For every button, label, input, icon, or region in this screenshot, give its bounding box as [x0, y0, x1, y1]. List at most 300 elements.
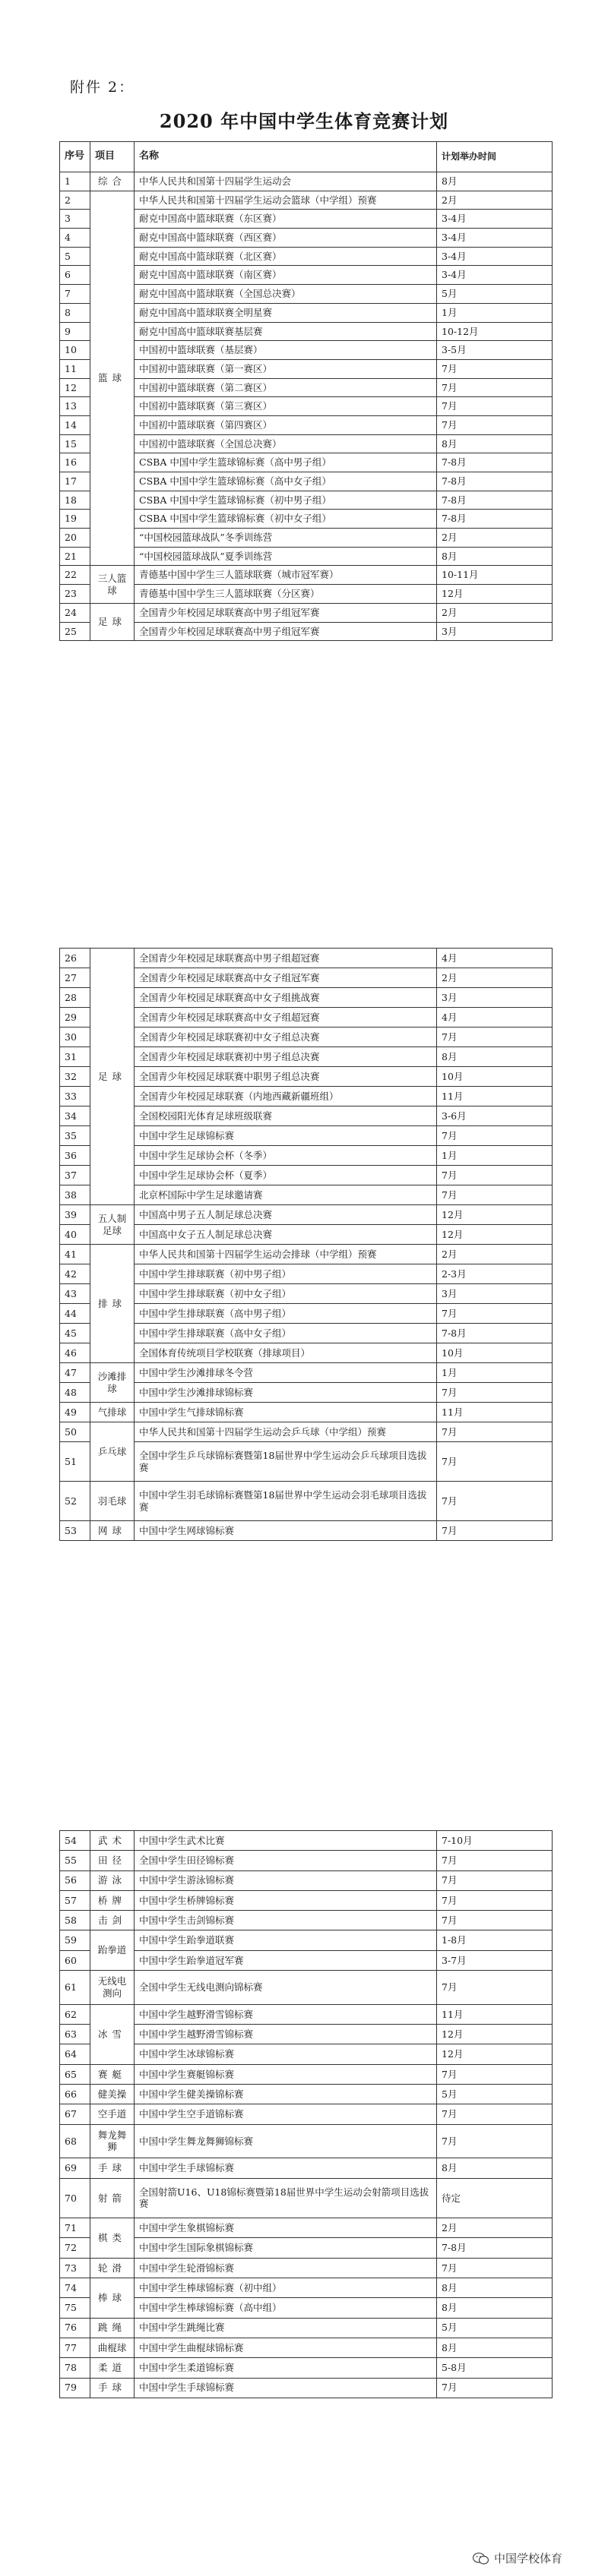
attachment-label: 附件 2： [70, 79, 135, 96]
row-number: 16 [60, 453, 90, 472]
row-number: 63 [60, 2025, 90, 2044]
row-time: 7月 [437, 2064, 553, 2084]
row-event-name: 全国青少年校园足球联赛高中女子组冠军赛 [135, 968, 437, 988]
table-row [60, 2158, 553, 2178]
row-number: 36 [60, 1146, 90, 1166]
table-row [60, 1851, 553, 1870]
table-row [60, 1264, 553, 1284]
row-project: 曲棍球 [90, 2338, 135, 2357]
row-event-name: 中国初中篮球联赛（全国总决赛） [135, 434, 437, 453]
row-number: 29 [60, 1008, 90, 1028]
row-time: 5月 [437, 2318, 553, 2338]
row-event-name: 全国青少年校园足球联赛高中女子组挑战赛 [135, 988, 437, 1008]
row-project: 击剑 [90, 1911, 135, 1930]
row-event-name: 中国中学生沙滩排球锦标赛 [135, 1383, 437, 1403]
row-number: 22 [60, 566, 90, 585]
table-row [60, 1166, 553, 1185]
row-number: 27 [60, 968, 90, 988]
row-event-name: 中国中学生武术比赛 [135, 1831, 437, 1851]
row-event-name: CSBA 中国中学生篮球锦标赛（高中男子组） [135, 453, 437, 472]
row-number: 30 [60, 1028, 90, 1047]
row-time: 7月 [437, 2124, 553, 2158]
row-event-name: 北京杯国际中学生足球邀请赛 [135, 1185, 437, 1205]
row-number: 66 [60, 2084, 90, 2104]
schedule-table-1 [59, 141, 553, 641]
row-time: 7月 [437, 1383, 553, 1403]
row-time: 4月 [437, 949, 553, 968]
row-event-name: 全国校园阳光体育足球班级联赛 [135, 1106, 437, 1126]
row-time: 7月 [437, 1851, 553, 1870]
table-row [60, 229, 553, 248]
row-event-name: 中国中学生手球锦标赛 [135, 2158, 437, 2178]
watermark [473, 2550, 562, 2566]
row-time: 12月 [437, 2044, 553, 2064]
row-event-name: 中国中学生排球联赛（初中男子组） [135, 1264, 437, 1284]
row-number: 20 [60, 529, 90, 548]
row-time: 3-4月 [437, 266, 553, 285]
row-time: 1月 [437, 1363, 553, 1383]
row-time: 2月 [437, 603, 553, 622]
table-row [60, 1087, 553, 1106]
row-number: 68 [60, 2124, 90, 2158]
row-event-name: “中国校园篮球战队”夏季训练营 [135, 547, 437, 566]
row-project: 手球 [90, 2378, 135, 2398]
row-event-name: 全国青少年校园足球联赛高中男子组冠军赛 [135, 622, 437, 641]
row-event-name: 中国中学生气排球锦标赛 [135, 1403, 437, 1422]
row-number: 64 [60, 2044, 90, 2064]
table-row [60, 1403, 553, 1422]
table-row [60, 603, 553, 622]
table-row [60, 1971, 553, 2005]
table-row [60, 1245, 553, 1264]
table-row [60, 1008, 553, 1028]
row-time: 7月 [437, 378, 553, 397]
table-row [60, 359, 553, 378]
row-event-name: 中华人民共和国第十四届学生运动会 [135, 172, 437, 191]
table-row [60, 2318, 553, 2338]
row-number: 62 [60, 2004, 90, 2024]
row-number: 48 [60, 1383, 90, 1403]
row-event-name: 中国中学生赛艇锦标赛 [135, 2064, 437, 2084]
row-time: 7月 [437, 1890, 553, 1910]
row-number: 26 [60, 949, 90, 968]
row-event-name: 全国中学生无线电测向锦标赛 [135, 1971, 437, 2005]
row-project: 网球 [90, 1521, 135, 1541]
table-row [60, 988, 553, 1008]
row-time: 3月 [437, 988, 553, 1008]
table-row [60, 1343, 553, 1363]
row-number: 13 [60, 397, 90, 416]
table-row [60, 529, 553, 548]
table-row [60, 1185, 553, 1205]
row-event-name: 耐克中国高中篮球联赛基层赛 [135, 322, 437, 341]
row-number: 28 [60, 988, 90, 1008]
row-time: 11月 [437, 2004, 553, 2024]
row-time: 7-10月 [437, 1831, 553, 1851]
table-row [60, 547, 553, 566]
row-event-name: 全国青少年校园足球联赛初中男子组总决赛 [135, 1047, 437, 1067]
row-number: 10 [60, 341, 90, 360]
row-project: 空手道 [90, 2104, 135, 2124]
row-time: 1月 [437, 1146, 553, 1166]
row-time: 2月 [437, 1245, 553, 1264]
row-event-name: 中国中学生足球协会杯（冬季） [135, 1146, 437, 1166]
row-time: 7-8月 [437, 510, 553, 529]
row-event-name: 全国青少年校园足球联赛中职男子组总决赛 [135, 1067, 437, 1087]
row-number: 59 [60, 1930, 90, 1950]
row-time: 7月 [437, 359, 553, 378]
row-event-name: CSBA 中国中学生篮球锦标赛（初中女子组） [135, 510, 437, 529]
row-event-name: 全国青少年校园足球联赛高中女子组超冠赛 [135, 1008, 437, 1028]
row-number: 8 [60, 303, 90, 322]
row-time: 3-4月 [437, 229, 553, 248]
table-row [60, 1205, 553, 1225]
row-number: 69 [60, 2158, 90, 2178]
table-row [60, 1047, 553, 1067]
table-row [60, 1482, 553, 1521]
row-event-name: 耐克中国高中篮球联赛全明星赛 [135, 303, 437, 322]
row-project: 健美操 [90, 2084, 135, 2104]
row-number: 55 [60, 1851, 90, 1870]
row-number: 70 [60, 2178, 90, 2218]
row-event-name: 耐克中国高中篮球联赛（全国总决赛） [135, 285, 437, 304]
row-event-name: 青德基中国中学生三人篮球联赛（分区赛） [135, 585, 437, 604]
row-project: 乒乓球 [90, 1422, 135, 1482]
row-time: 8月 [437, 172, 553, 191]
row-event-name: 中国中学生象棋锦标赛 [135, 2218, 437, 2238]
row-number: 32 [60, 1067, 90, 1087]
row-event-name: 全国中学生乒乓球锦标赛暨第18届世界中学生运动会乒乓球项目选拔赛 [135, 1442, 437, 1482]
row-number: 65 [60, 2064, 90, 2084]
row-project: 羽毛球 [90, 1482, 135, 1521]
row-event-name: 全国青少年校园足球联赛高中男子组超冠赛 [135, 949, 437, 968]
row-time: 7月 [437, 1304, 553, 1324]
row-time: 7月 [437, 1870, 553, 1890]
row-time: 12月 [437, 2025, 553, 2044]
row-time: 2月 [437, 968, 553, 988]
row-event-name: 中国初中篮球联赛（第二赛区） [135, 378, 437, 397]
row-number: 41 [60, 1245, 90, 1264]
row-time: 7-8月 [437, 1324, 553, 1343]
wechat-icon [473, 2552, 489, 2565]
row-event-name: 中国中学生排球联赛（高中女子组） [135, 1324, 437, 1343]
row-event-name: 中国中学生足球协会杯（夏季） [135, 1166, 437, 1185]
row-number: 46 [60, 1343, 90, 1363]
row-number: 43 [60, 1284, 90, 1304]
row-event-name: 全国体育传统项目学校联赛（排球项目） [135, 1343, 437, 1363]
row-time: 8月 [437, 547, 553, 566]
row-number: 67 [60, 2104, 90, 2124]
row-time: 5-8月 [437, 2358, 553, 2378]
header-time: 计划举办时间 [437, 142, 553, 172]
row-event-name: 中华人民共和国第十四届学生运动会篮球（中学组）预赛 [135, 191, 437, 210]
row-number: 38 [60, 1185, 90, 1205]
row-time: 7月 [437, 1185, 553, 1205]
row-time: 2月 [437, 2218, 553, 2238]
row-project: 足球 [90, 949, 135, 1205]
row-time: 2月 [437, 191, 553, 210]
schedule-table-2 [59, 948, 553, 1541]
row-event-name: 中国初中篮球联赛（第一赛区） [135, 359, 437, 378]
row-number: 50 [60, 1422, 90, 1442]
row-number: 11 [60, 359, 90, 378]
row-event-name: 中国初中篮球联赛（基层赛） [135, 341, 437, 360]
table-row [60, 1930, 553, 1950]
row-number: 4 [60, 229, 90, 248]
row-event-name: 耐克中国高中篮球联赛（东区赛） [135, 210, 437, 229]
row-time: 待定 [437, 2178, 553, 2218]
table-row [60, 2298, 553, 2318]
row-time: 7-8月 [437, 453, 553, 472]
row-number: 58 [60, 1911, 90, 1930]
row-number: 72 [60, 2238, 90, 2258]
table-row [60, 341, 553, 360]
row-event-name: 中国中学生越野滑雪锦标赛 [135, 2025, 437, 2044]
row-number: 79 [60, 2378, 90, 2398]
row-time: 12月 [437, 1225, 553, 1245]
row-project: 无线电测向 [90, 1971, 135, 2005]
table-row [60, 1442, 553, 1482]
table-row [60, 2004, 553, 2024]
row-number: 1 [60, 172, 90, 191]
table-row [60, 2104, 553, 2124]
row-event-name: “中国校园篮球战队”冬季训练营 [135, 529, 437, 548]
row-time: 3-6月 [437, 1106, 553, 1126]
table-row [60, 1521, 553, 1541]
row-event-name: CSBA 中国中学生篮球锦标赛（初中男子组） [135, 491, 437, 510]
row-time: 8月 [437, 2338, 553, 2357]
row-project: 轮滑 [90, 2258, 135, 2278]
row-event-name: 全国中学生田径锦标赛 [135, 1851, 437, 1870]
table-row [60, 491, 553, 510]
row-project: 沙滩排球 [90, 1363, 135, 1403]
table-row [60, 191, 553, 210]
row-number: 53 [60, 1521, 90, 1541]
row-project: 桥牌 [90, 1890, 135, 1910]
row-number: 42 [60, 1264, 90, 1284]
row-number: 76 [60, 2318, 90, 2338]
row-number: 3 [60, 210, 90, 229]
row-number: 2 [60, 191, 90, 210]
row-event-name: 中国中学生排球联赛（高中男子组） [135, 1304, 437, 1324]
table-row [60, 397, 553, 416]
row-number: 35 [60, 1126, 90, 1146]
table-row [60, 1383, 553, 1403]
row-time: 7月 [437, 1482, 553, 1521]
row-time: 7月 [437, 415, 553, 434]
table-row [60, 2178, 553, 2218]
row-number: 47 [60, 1363, 90, 1383]
row-event-name: 中国初中篮球联赛（第三赛区） [135, 397, 437, 416]
row-event-name: 中国中学生国际象棋锦标赛 [135, 2238, 437, 2258]
row-number: 74 [60, 2278, 90, 2298]
row-time: 7月 [437, 2378, 553, 2398]
row-event-name: 全国青少年校园足球联赛高中男子组冠军赛 [135, 603, 437, 622]
row-number: 25 [60, 622, 90, 641]
table-row [60, 1324, 553, 1343]
table-row [60, 303, 553, 322]
table-row [60, 1225, 553, 1245]
row-number: 18 [60, 491, 90, 510]
row-number: 24 [60, 603, 90, 622]
row-number: 78 [60, 2358, 90, 2378]
row-time: 8月 [437, 1047, 553, 1067]
row-number: 40 [60, 1225, 90, 1245]
row-event-name: 中国中学生轮滑锦标赛 [135, 2258, 437, 2278]
row-time: 7月 [437, 1442, 553, 1482]
row-time: 3-7月 [437, 1950, 553, 1970]
table-row [60, 285, 553, 304]
row-event-name: 中国中学生跆拳道联赛 [135, 1930, 437, 1950]
row-event-name: 中国中学生空手道锦标赛 [135, 2104, 437, 2124]
row-time: 3-4月 [437, 210, 553, 229]
row-project: 篮球 [90, 191, 135, 566]
row-number: 14 [60, 415, 90, 434]
row-event-name: 全国青少年校园足球联赛初中女子组总决赛 [135, 1028, 437, 1047]
row-event-name: 中国中学生柔道锦标赛 [135, 2358, 437, 2378]
table-row [60, 1422, 553, 1442]
table-row [60, 622, 553, 641]
row-number: 49 [60, 1403, 90, 1422]
row-number: 45 [60, 1324, 90, 1343]
schedule-table-3 [59, 1830, 553, 2398]
table-row [60, 247, 553, 266]
row-project: 气排球 [90, 1403, 135, 1422]
row-number: 57 [60, 1890, 90, 1910]
table-header-row [60, 142, 553, 172]
table-row [60, 1831, 553, 1851]
row-event-name: 中国中学生沙滩排球冬令营 [135, 1363, 437, 1383]
row-number: 56 [60, 1870, 90, 1890]
row-time: 8月 [437, 2298, 553, 2318]
row-number: 12 [60, 378, 90, 397]
row-event-name: 中国中学生游泳锦标赛 [135, 1870, 437, 1890]
row-time: 10-12月 [437, 322, 553, 341]
table-row [60, 2358, 553, 2378]
row-event-name: 中国高中男子五人制足球总决赛 [135, 1205, 437, 1225]
row-time: 3月 [437, 622, 553, 641]
row-project: 游泳 [90, 1870, 135, 1890]
table-row [60, 415, 553, 434]
table-row [60, 949, 553, 968]
row-time: 7月 [437, 1521, 553, 1541]
row-number: 6 [60, 266, 90, 285]
row-event-name: 中国中学生跳绳比赛 [135, 2318, 437, 2338]
row-number: 37 [60, 1166, 90, 1185]
row-event-name: 中国中学生健美操锦标赛 [135, 2084, 437, 2104]
table-row [60, 2238, 553, 2258]
row-number: 51 [60, 1442, 90, 1482]
row-time: 3-5月 [437, 341, 553, 360]
table-row [60, 453, 553, 472]
row-time: 7月 [437, 397, 553, 416]
row-time: 7月 [437, 1422, 553, 1442]
row-time: 4月 [437, 1008, 553, 1028]
row-time: 1-8月 [437, 1930, 553, 1950]
row-number: 15 [60, 434, 90, 453]
row-time: 1月 [437, 303, 553, 322]
table-row [60, 2025, 553, 2044]
row-number: 77 [60, 2338, 90, 2357]
header-name: 名称 [135, 142, 437, 172]
table-row [60, 1870, 553, 1890]
row-number: 60 [60, 1950, 90, 1970]
table-row [60, 378, 553, 397]
table-row [60, 2064, 553, 2084]
row-project: 跳绳 [90, 2318, 135, 2338]
row-time: 7月 [437, 1911, 553, 1930]
row-time: 5月 [437, 2084, 553, 2104]
table-row [60, 1304, 553, 1324]
table-row [60, 510, 553, 529]
row-number: 7 [60, 285, 90, 304]
row-number: 23 [60, 585, 90, 604]
row-time: 8月 [437, 2158, 553, 2178]
row-time: 12月 [437, 585, 553, 604]
row-number: 9 [60, 322, 90, 341]
row-project: 舞龙舞狮 [90, 2124, 135, 2158]
row-number: 75 [60, 2298, 90, 2318]
row-number: 73 [60, 2258, 90, 2278]
row-project: 手球 [90, 2158, 135, 2178]
row-project: 冰雪 [90, 2004, 135, 2064]
row-time: 7月 [437, 2104, 553, 2124]
row-time: 11月 [437, 1403, 553, 1422]
row-project: 田径 [90, 1851, 135, 1870]
row-project: 足球 [90, 603, 135, 640]
row-time: 10月 [437, 1067, 553, 1087]
row-time: 12月 [437, 1205, 553, 1225]
table-row [60, 1146, 553, 1166]
row-event-name: 中国中学生曲棍球锦标赛 [135, 2338, 437, 2357]
row-time: 7-8月 [437, 472, 553, 491]
row-event-name: 中国中学生足球锦标赛 [135, 1126, 437, 1146]
table-row [60, 2258, 553, 2278]
row-time: 7-8月 [437, 2238, 553, 2258]
row-event-name: 中国中学生越野滑雪锦标赛 [135, 2004, 437, 2024]
row-project: 武术 [90, 1831, 135, 1851]
row-event-name: CSBA 中国中学生篮球锦标赛（高中女子组） [135, 472, 437, 491]
page-title: 2020 年中国中学生体育竞赛计划 [159, 110, 449, 132]
row-number: 44 [60, 1304, 90, 1324]
row-project: 棋类 [90, 2218, 135, 2259]
row-event-name: 耐克中国高中篮球联赛（西区赛） [135, 229, 437, 248]
row-event-name: 全国青少年校园足球联赛（内地西藏新疆班组） [135, 1087, 437, 1106]
row-number: 31 [60, 1047, 90, 1067]
row-time: 2-3月 [437, 1264, 553, 1284]
table-row [60, 2278, 553, 2298]
row-project: 射箭 [90, 2178, 135, 2218]
row-time: 7月 [437, 1028, 553, 1047]
row-number: 52 [60, 1482, 90, 1521]
row-event-name: 全国射箭U16、U18锦标赛暨第18届世界中学生运动会射箭项目选拔赛 [135, 2178, 437, 2218]
table-row [60, 2084, 553, 2104]
row-time: 7-8月 [437, 491, 553, 510]
row-number: 33 [60, 1087, 90, 1106]
row-event-name: 中国中学生排球联赛（初中女子组） [135, 1284, 437, 1304]
table-row [60, 1950, 553, 1970]
row-number: 61 [60, 1971, 90, 2005]
row-event-name: 中华人民共和国第十四届学生运动会乒乓球（中学组）预赛 [135, 1422, 437, 1442]
table-row [60, 968, 553, 988]
row-number: 39 [60, 1205, 90, 1225]
header-seq: 序号 [60, 142, 90, 172]
row-event-name: 耐克中国高中篮球联赛（南区赛） [135, 266, 437, 285]
row-project: 柔道 [90, 2358, 135, 2378]
row-time: 2月 [437, 529, 553, 548]
table-row [60, 1890, 553, 1910]
row-project: 赛艇 [90, 2064, 135, 2084]
